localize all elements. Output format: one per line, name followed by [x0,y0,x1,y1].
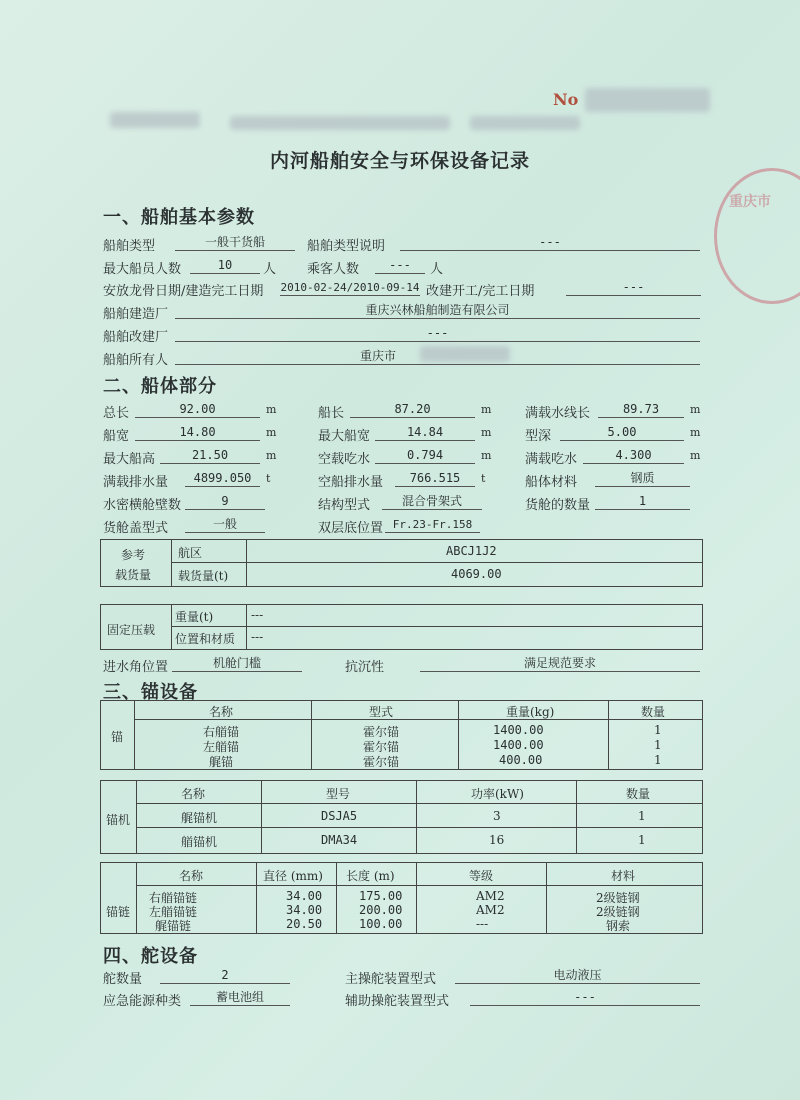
col-header: 名称 [181,787,206,801]
depth-label: 型深 [525,429,552,444]
redacted-block [110,112,200,128]
ref-label-cargo: 载货量 [115,568,152,582]
ship-type-label: 船舶类型 [103,239,156,254]
windlass-row-label: 锚机 [106,813,131,827]
owner-value [175,349,700,365]
ship-type-desc-label: 船舶类型说明 [307,239,386,254]
passengers-label: 乘客人数 [307,262,360,277]
unit-m: m [266,403,277,416]
table-cell: 钢索 [606,919,631,933]
hatch-value: 一般 [185,517,265,533]
owner-label: 船舶所有人 [103,353,169,368]
col-header: 直径 (mm) [263,869,323,883]
table-cell: 2级链钢 [596,905,640,919]
unit-person: 人 [430,262,444,277]
aux-steering-label: 辅助操舵装置型式 [345,994,450,1009]
main-steering-label: 主操舵装置型式 [345,972,437,987]
cargo-value: 4069.00 [451,567,502,581]
section-heading-rudder: 四、舵设备 [103,946,198,967]
official-stamp [714,168,800,304]
ref-label: 参考 [121,548,146,562]
emergency-power-value: 蓄电池组 [190,990,290,1006]
unit-t: t [481,472,486,485]
table-cell: 400.00 [499,753,543,767]
col-header: 名称 [179,869,204,883]
table-cell: AM2 [476,903,505,917]
table-cell: 1400.00 [493,738,544,752]
depth-value: 5.00 [560,425,684,441]
unit-m: m [690,426,701,439]
col-header: 长度 (m) [346,869,395,883]
table-cell: 右艏锚链 [149,891,198,905]
max-crew-label: 最大船员人数 [103,262,182,277]
col-header: 型式 [369,705,394,719]
owner-text: 重庆市 [360,349,397,363]
serial-no-prefix: No [553,90,579,109]
structure-label: 结构型式 [318,498,371,513]
table-cell: 左艏锚链 [149,905,198,919]
passengers-value: --- [375,258,425,274]
redacted-block [230,116,450,130]
table-cell: 艏锚机 [181,835,218,849]
table-cell: 艉锚链 [155,919,192,933]
rudder-count-label: 舵数量 [103,972,143,987]
section-heading-anchor: 三、锚设备 [103,682,198,703]
cargo-reference-table [100,539,703,587]
lwl-value: 89.73 [598,402,684,418]
table-cell: 霍尔锚 [363,725,400,739]
col-header: 等级 [469,869,494,883]
weight-label: 重量(t) [175,610,214,624]
weight-value: --- [251,608,264,622]
table-cell: 霍尔锚 [363,740,400,754]
unit-m: m [266,426,277,439]
table-cell: 霍尔锚 [363,755,400,769]
windlass-table [100,780,703,854]
rudder-count-value: 2 [160,968,290,984]
section-heading-hull: 二、船体部分 [103,376,217,397]
aux-steering-value: --- [470,990,700,1006]
area-value: ABCJ1J2 [446,544,497,558]
emergency-power-label: 应急能源种类 [103,994,182,1009]
table-cell: 3 [493,809,501,823]
main-steering-value: 电动液压 [455,968,700,984]
lbp-label: 船长 [318,406,345,421]
table-cell: 1 [638,833,646,847]
table-cell: 1 [654,723,662,737]
table-cell: 2级链钢 [596,891,640,905]
loa-label: 总长 [103,406,130,421]
bulkheads-label: 水密横舱壁数 [103,498,182,513]
table-cell: 16 [489,833,505,847]
col-header: 名称 [209,705,234,719]
cargo-label: 载货量(t) [178,569,229,583]
holds-value: 1 [595,494,690,510]
builder-value: 重庆兴林船舶制造有限公司 [175,303,700,319]
redacted-block [470,116,580,130]
anchor-row-label: 锚 [111,730,124,744]
double-bottom-value: Fr.23-Fr.158 [385,517,480,533]
full-disp-value: 4899.050 [185,471,260,487]
chain-table [100,862,703,934]
table-cell: 1 [654,753,662,767]
table-cell: 34.00 [286,903,323,917]
full-draft-value: 4.300 [583,448,684,464]
table-cell: 右艏锚 [203,725,240,739]
structure-value: 混合骨架式 [382,494,482,510]
max-beam-value: 14.84 [375,425,475,441]
table-cell: DSJA5 [321,809,358,823]
table-cell: DMA34 [321,833,358,847]
table-cell: 1 [638,809,646,823]
max-height-label: 最大船高 [103,452,156,467]
beam-value: 14.80 [135,425,260,441]
chain-row-label: 锚链 [106,905,131,919]
hatch-label: 货舱盖型式 [103,521,169,536]
unit-person: 人 [263,262,277,277]
table-cell: 艉锚机 [181,811,218,825]
unsinkability-value: 满足规范要求 [420,656,700,672]
table-cell: 1 [654,738,662,752]
full-disp-label: 满载排水量 [103,475,169,490]
double-bottom-label: 双层底位置 [318,521,384,536]
rebuilder-value: --- [175,326,700,342]
ship-type-value: 一般干货船 [175,235,295,251]
ballast-label: 固定压载 [107,623,156,637]
unit-m: m [481,403,492,416]
unit-m: m [690,403,701,416]
unit-m: m [481,449,492,462]
col-header: 重量(kg) [506,705,555,719]
col-header: 数量 [626,787,651,801]
ship-type-desc-value: --- [400,235,700,251]
position-value: --- [251,630,264,644]
table-cell: 1400.00 [493,723,544,737]
ballast-table [100,604,703,650]
unit-m: m [690,449,701,462]
unit-m: m [481,426,492,439]
beam-label: 船宽 [103,429,130,444]
table-cell: 左艏锚 [203,740,240,754]
col-header: 功率(kW) [471,787,524,801]
table-cell: 200.00 [359,903,403,917]
table-cell: AM2 [476,889,505,903]
material-label: 船体材料 [525,475,578,490]
area-label: 航区 [178,546,203,560]
builder-label: 船舶建造厂 [103,307,169,322]
loa-value: 92.00 [135,402,260,418]
keel-dates-value: 2010-02-24/2010-09-14 [280,281,420,294]
light-draft-value: 0.794 [375,448,475,464]
table-cell: 100.00 [359,917,403,931]
page-title: 内河船舶安全与环保设备记录 [269,150,530,172]
max-beam-label: 最大船宽 [318,429,371,444]
flood-angle-label: 进水角位置 [103,660,169,675]
holds-label: 货舱的数量 [525,498,591,513]
unit-t: t [266,472,271,485]
light-disp-value: 766.515 [395,471,475,487]
max-height-value: 21.50 [160,448,260,464]
table-cell: 34.00 [286,889,323,903]
table-cell: 艉锚 [209,755,234,769]
col-header: 数量 [641,705,666,719]
position-label: 位置和材质 [175,632,236,646]
anchor-table [100,700,703,770]
bulkheads-value: 9 [185,494,265,510]
lbp-value: 87.20 [350,402,475,418]
redacted-block [585,88,710,112]
rebuilder-label: 船舶改建厂 [103,330,169,345]
rebuild-dates-value: --- [566,280,701,296]
table-cell: 175.00 [359,889,403,903]
col-header: 型号 [326,787,351,801]
flood-angle-value: 机舱门槛 [172,656,302,672]
keel-dates-label: 安放龙骨日期/建造完工日期 [103,284,264,299]
max-crew-value: 10 [190,258,260,274]
material-value: 钢质 [595,471,690,487]
col-header: 材料 [611,869,636,883]
rebuild-dates-label: 改建开工/完工日期 [426,284,535,299]
light-disp-label: 空船排水量 [318,475,384,490]
unsinkability-label: 抗沉性 [345,660,385,675]
stamp-text: 重庆市 [729,194,771,210]
section-heading-basic: 一、船舶基本参数 [103,207,255,228]
table-cell: --- [476,917,489,931]
full-draft-label: 满载吃水 [525,452,578,467]
table-cell: 20.50 [286,917,323,931]
lwl-label: 满载水线长 [525,406,591,421]
light-draft-label: 空载吃水 [318,452,371,467]
unit-m: m [266,449,277,462]
